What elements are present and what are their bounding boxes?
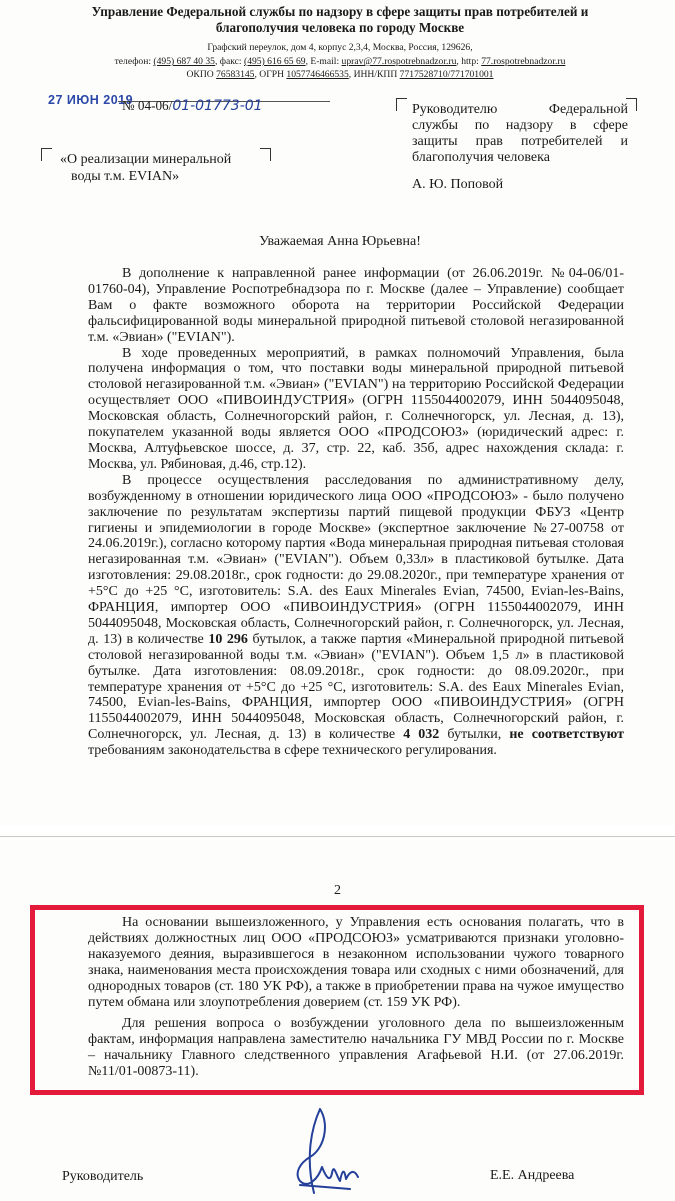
- handwritten-number: 01-01773-01: [172, 98, 263, 114]
- greeting: Уважаемая Анна Юрьевна!: [259, 234, 421, 249]
- referral-paragraph: Для решения вопроса о возбуждении уголовного дела по вышеизложенным фактам, информация направлена заместителю начальника ГУ МВД России по г. Москве – начальнику Главного следственного управления Агафьевой Н.И. (от 27.06.2019г. №11/01-00873-11).: [88, 1016, 624, 1080]
- conclusion-paragraph: На основании вышеизложенного, у Управления есть основания полагать, что в действиях должностных лиц ООО «ПРОДСОЮЗ» усматриваются признаки уголовно-наказуемого деяния, выразившегося в незаконном использовании чужого товарного знака, наименования места происхождения товара или сходных с ними обозначений, для однородных товаров (ст. 180 УК РФ), а также в приобретении права на чужое имущество путем обмана или злоупотребления доверием (ст. 159 УК РФ).: [88, 915, 624, 1010]
- paragraph-2: В ходе проведенных мероприятий, в рамках полномочий Управления, была получена информация о том, что поставки воды минеральной природной питьевой столовой негазированной т.м. «Эвиан» ("EVIAN") на территорию Российской Федерации осуществляет ООО «ПИВОИНДУСТРИЯ» (ОГРН 1155044002079, ИНН 5044095048, Московская область, Солнечногорский район, г. Солнечногорск, ул. Лесная, д. 13), покупателем указанной воды является ООО «ПРОДСОЮЗ» (юридический адрес: г. Москва, Алтуфьевское шоссе, д. 37, стр. 22, каб. 35б, адрес нахождения склада: г. Москва, ул. Рябиновая, д.46, стр.12).: [88, 345, 624, 472]
- header-agency-line1: Управление Федеральной службы по надзору в сфере защиты прав потребителей и: [91, 4, 589, 19]
- subject-bracket-left: [41, 148, 52, 161]
- non-compliance-text: не соответствуют: [509, 727, 624, 743]
- addressee-block: Руководителю Федеральной службы по надзору в сфере защиты прав потребителей и благополучия человека А. Ю. Поповой: [412, 102, 628, 192]
- header-address: Графский переулок, дом 4, корпус 2,3,4, Москва, Россия, 129626,: [207, 42, 473, 53]
- website-link[interactable]: 77.rospotrebnadzor.ru: [481, 56, 566, 67]
- date-stamp: 27 ИЮН 2019: [48, 93, 134, 107]
- paragraph-3: В процессе осуществления расследования по административному делу, возбужденному в отношении юридического лица ООО «ПРОДСОЮЗ» - было получено заключение по результатам экспертизы партий пищевой продукции ФБУЗ «Центр гигиены и эпидемиологии в городе Москве» (экспертное заключение №27-00758 от 24.06.2019г.), согласно которому партия «Вода минеральная природная питьевая столовая негазированная т.м. «Эвиан» ("EVIAN"). Объем 0,33л» в пластиковой бутылке. Дата изготовления: 29.08.2018г., срок годности: до 29.08.2020г., при температуре хранения от +5°С до +25 °С, изготовитель: S.A. des Eaux Minerales Evian, 74500, Evian-les-Bains, ФРАНЦИЯ, импортер ООО «ПИВОИНДУСТРИЯ» (ОГРН 1155044002079, ИНН 5044095048, Московская область, Солнечногорский район, г. Солнечногорск, ул. Лесная, д. 13) в количестве 10 296 бутылок, а также партия «Минеральной природной питьевой столовой негазированной воды т.м. «Эвиан» ("EVIAN"). Объем 1,5 л» в пластиковой бутылке. Дата изготовления: 08.09.2018г., срок годности: до 08.09.2020г., при температуре хранения от +5°С до +25 °С, изготовитель: S.A. des Eaux Minerales Evian, 74500, Evian-les-Bains, ФРАНЦИЯ, импортер ООО «ПИВОИНДУСТРИЯ» (ОГРН 1155044002079, ИНН 5044095048, Московская область, Солнечногорский район, г. Солнечногорск, ул. Лесная, д. 13) в количестве 4 032 бутылки, не соответствуют требованиям законодательства в сфере технического регулирования.: [88, 472, 624, 759]
- header-registry: ОКПО 76583145, ОГРН 1057746466535, ИНН/КПП 7717528710/771701001: [186, 69, 494, 80]
- quantity-2: 4 032: [403, 727, 440, 743]
- quantity-1: 10 296: [208, 631, 248, 647]
- header-contacts: телефон: (495) 687 40 35, факс: (495) 616 65 69, E-mail: uprav@77.rospotrebnadzor.ru, http: 77.rospotrebnadzor.ru: [114, 56, 566, 67]
- signatory-title: Руководитель: [62, 1169, 144, 1184]
- subject: «О реализации минеральной воды т.м. EVIAN»: [60, 152, 232, 184]
- outgoing-number: № 04-06/01-01773-01: [122, 98, 263, 114]
- fax-link[interactable]: (495) 616 65 69: [244, 56, 306, 67]
- addressee-bracket-left: [396, 98, 407, 111]
- page-number: 2: [334, 883, 341, 898]
- letter-body: [88, 266, 624, 759]
- email-link[interactable]: uprav@77.rospotrebnadzor.ru: [341, 56, 457, 67]
- header-agency-line2: благополучия человека по городу Москве: [215, 20, 465, 35]
- phone-link[interactable]: (495) 687 40 35: [153, 56, 215, 67]
- highlight-frame: [30, 905, 644, 1095]
- addressee-name: А. Ю. Поповой: [412, 176, 504, 192]
- page-gap: [0, 826, 675, 836]
- paragraph-1: В дополнение к направленной ранее информации (от 26.06.2019г. №04-06/01-01760-04), Управление Роспотребнадзора по г. Москве (далее – Управление) сообщает Вам о факте возможного оборота на территории Российской Федерации фальсифицированной воды минеральной природной питьевой столовой негазированной т.м. «Эвиан» ("EVIAN").: [88, 266, 624, 345]
- signatory-name: Е.Е. Андреева: [490, 1168, 575, 1183]
- handwritten-signature-icon: [280, 1101, 370, 1201]
